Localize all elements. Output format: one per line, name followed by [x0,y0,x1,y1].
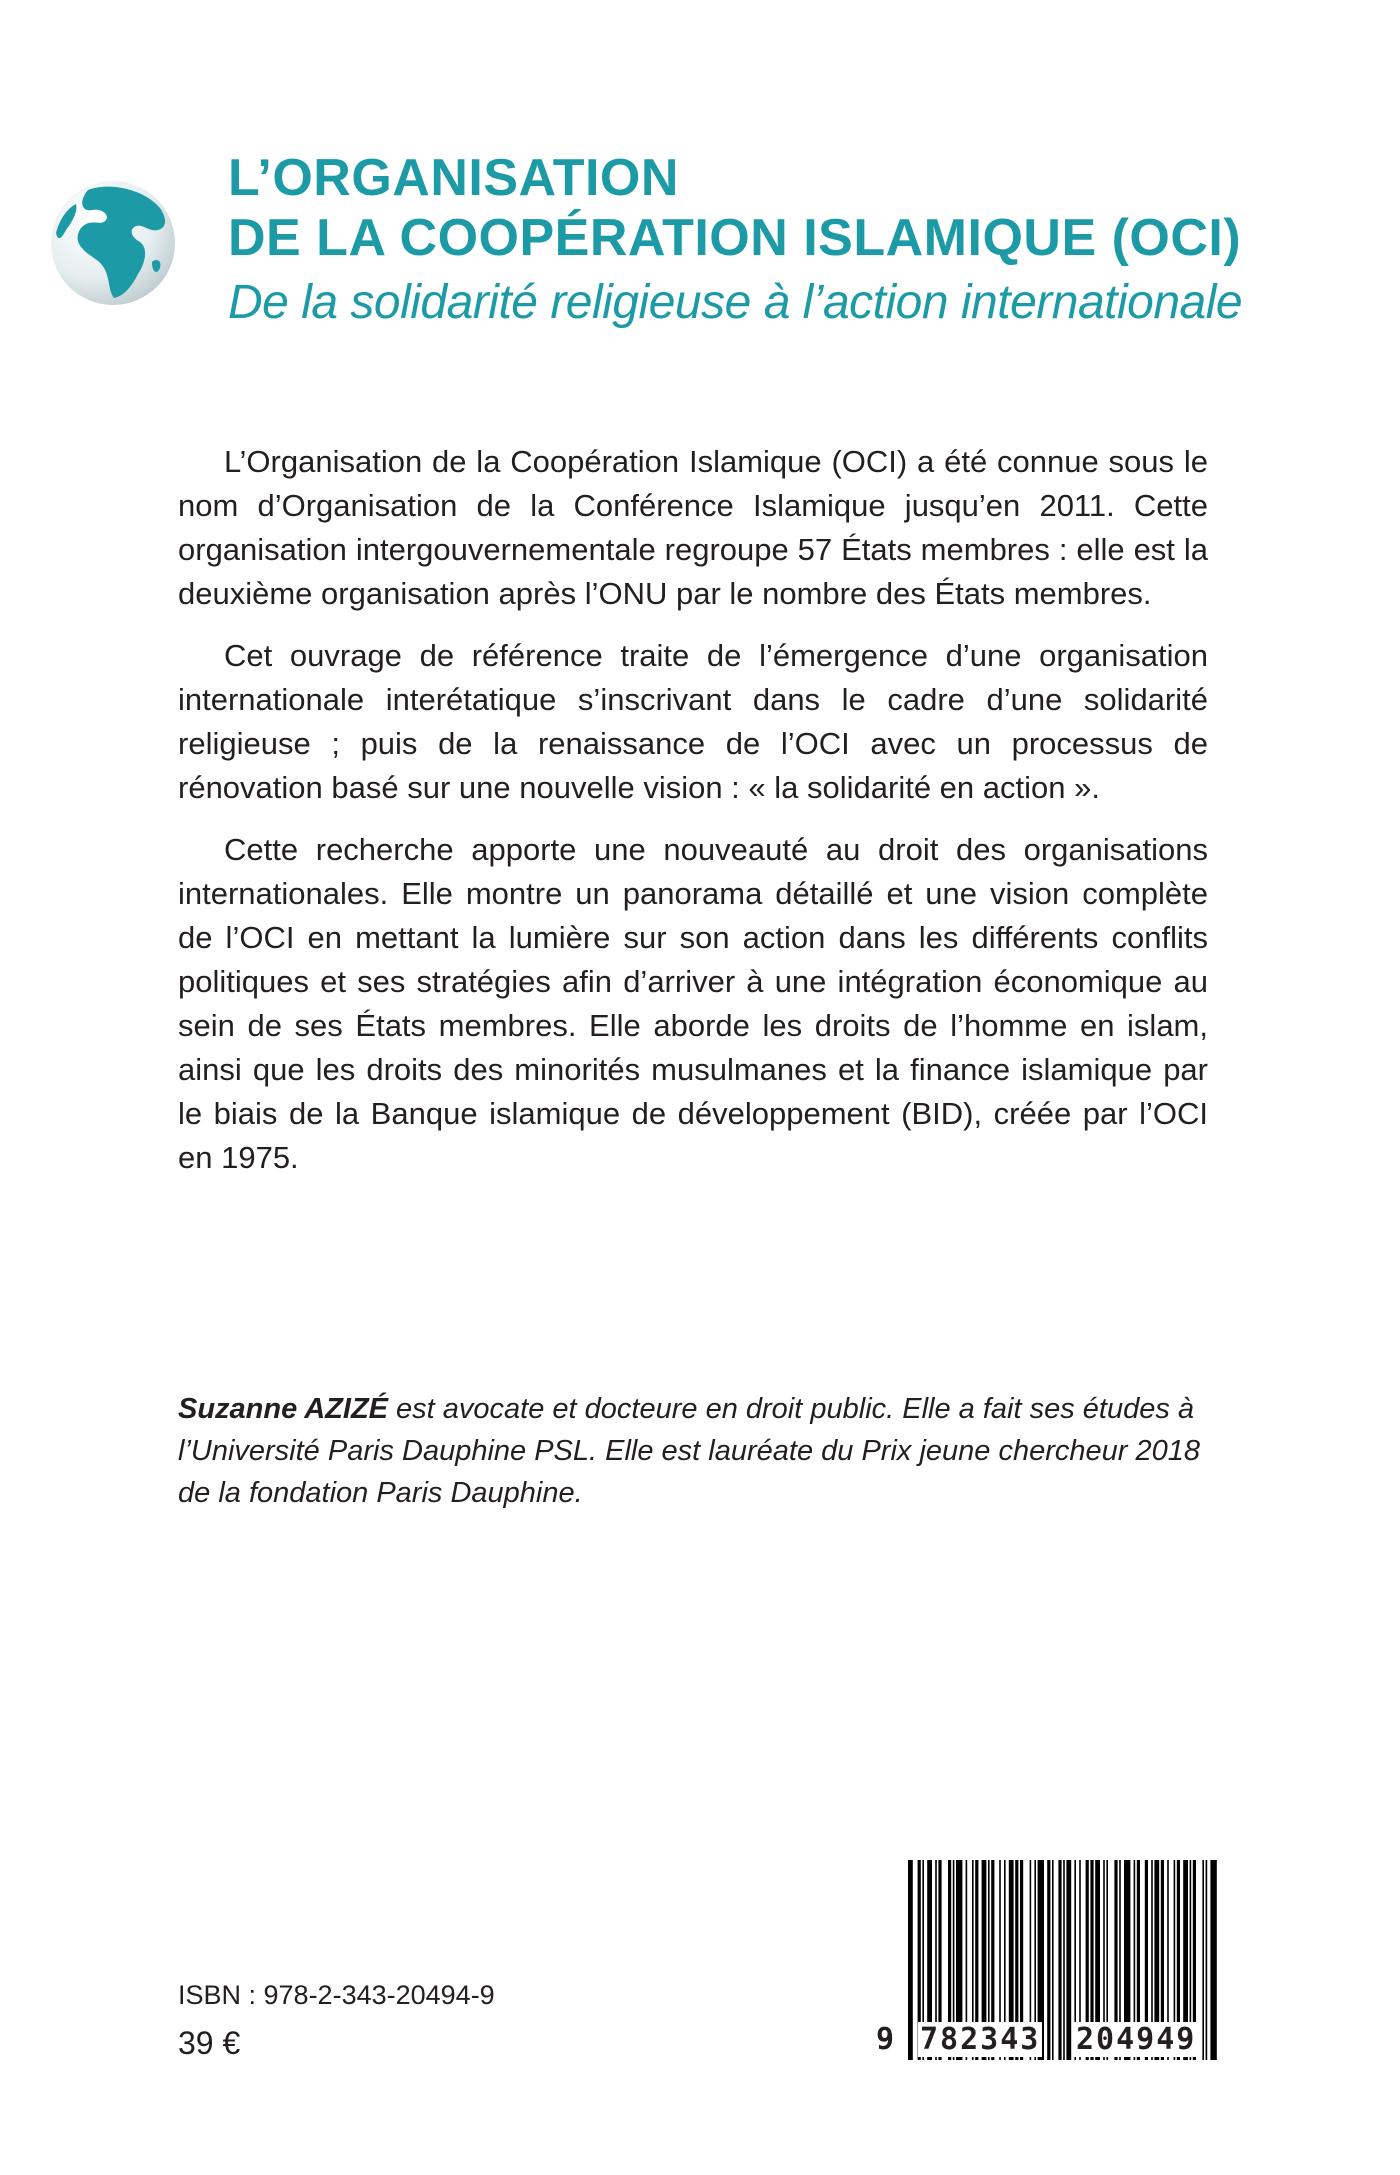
summary-paragraph: L’Organisation de la Coopération Islamique (OCI) a été connue sous le nom d’Organisation de la Conférence Islamique jusqu’en 2011. Cette organisation intergouvernementale regroupe 57 États membres : elle est la deuxième organisation après l’ONU par le nombre des États membres. [178,444,1208,611]
book-title-line1: L’ORGANISATION [228,149,679,207]
summary-text [178,440,1208,1198]
barcode-digits [878,2022,1228,2060]
book-title-line2: DE LA COOPÉRATION ISLAMIQUE (OCI) [228,209,1242,267]
author-name: Suzanne AZIZÉ [178,1393,388,1425]
summary-paragraph: Cet ouvrage de référence traite de l’émergence d’une organisation internationale interétatique s’inscrivant dans le cadre d’une solidarité religieuse ; puis de la renaissance de l’OCI avec un processus de rénovation basé sur une nouvelle vision : « la solidarité en action ». [178,638,1208,805]
price-label: 39 € [178,2025,241,2061]
summary-paragraph: Cette recherche apporte une nouveauté au droit des organisations internationales. Elle montre un panorama détaillé et une vision complète de l’OCI en mettant la lumière sur son action dans les différents conflits politiques et ses stratégies afin d’arriver à une intégration économique au sein de ses États membres. Elle aborde les droits de l’homme en islam, ainsi que les droits des minorités musulmanes et la finance islamique par le biais de la Banque islamique de développement (BID), créée par l’OCI en 1975. [178,832,1208,1175]
author-bio-text: est avocate et docteure en droit public. Elle a fait ses études à l’Université Paris Dauphine PSL. Elle est lauréate du Prix jeune chercheur 2018 de la fondation Paris Dauphine. [178,1393,1201,1509]
barcode-digit-group: 782343 [920,2022,1041,2057]
title-block [228,148,1328,334]
isbn-number: ISBN : 978-2-343-20494-9 [178,1980,495,2010]
book-subtitle: De la solidarité religieuse à l’action internationale [228,276,1243,329]
barcode-lead-digit: 9 [876,2022,895,2057]
globe-icon [48,178,178,308]
barcode-digit-group: 204949 [1076,2022,1197,2057]
author-bio [178,1388,1208,1514]
